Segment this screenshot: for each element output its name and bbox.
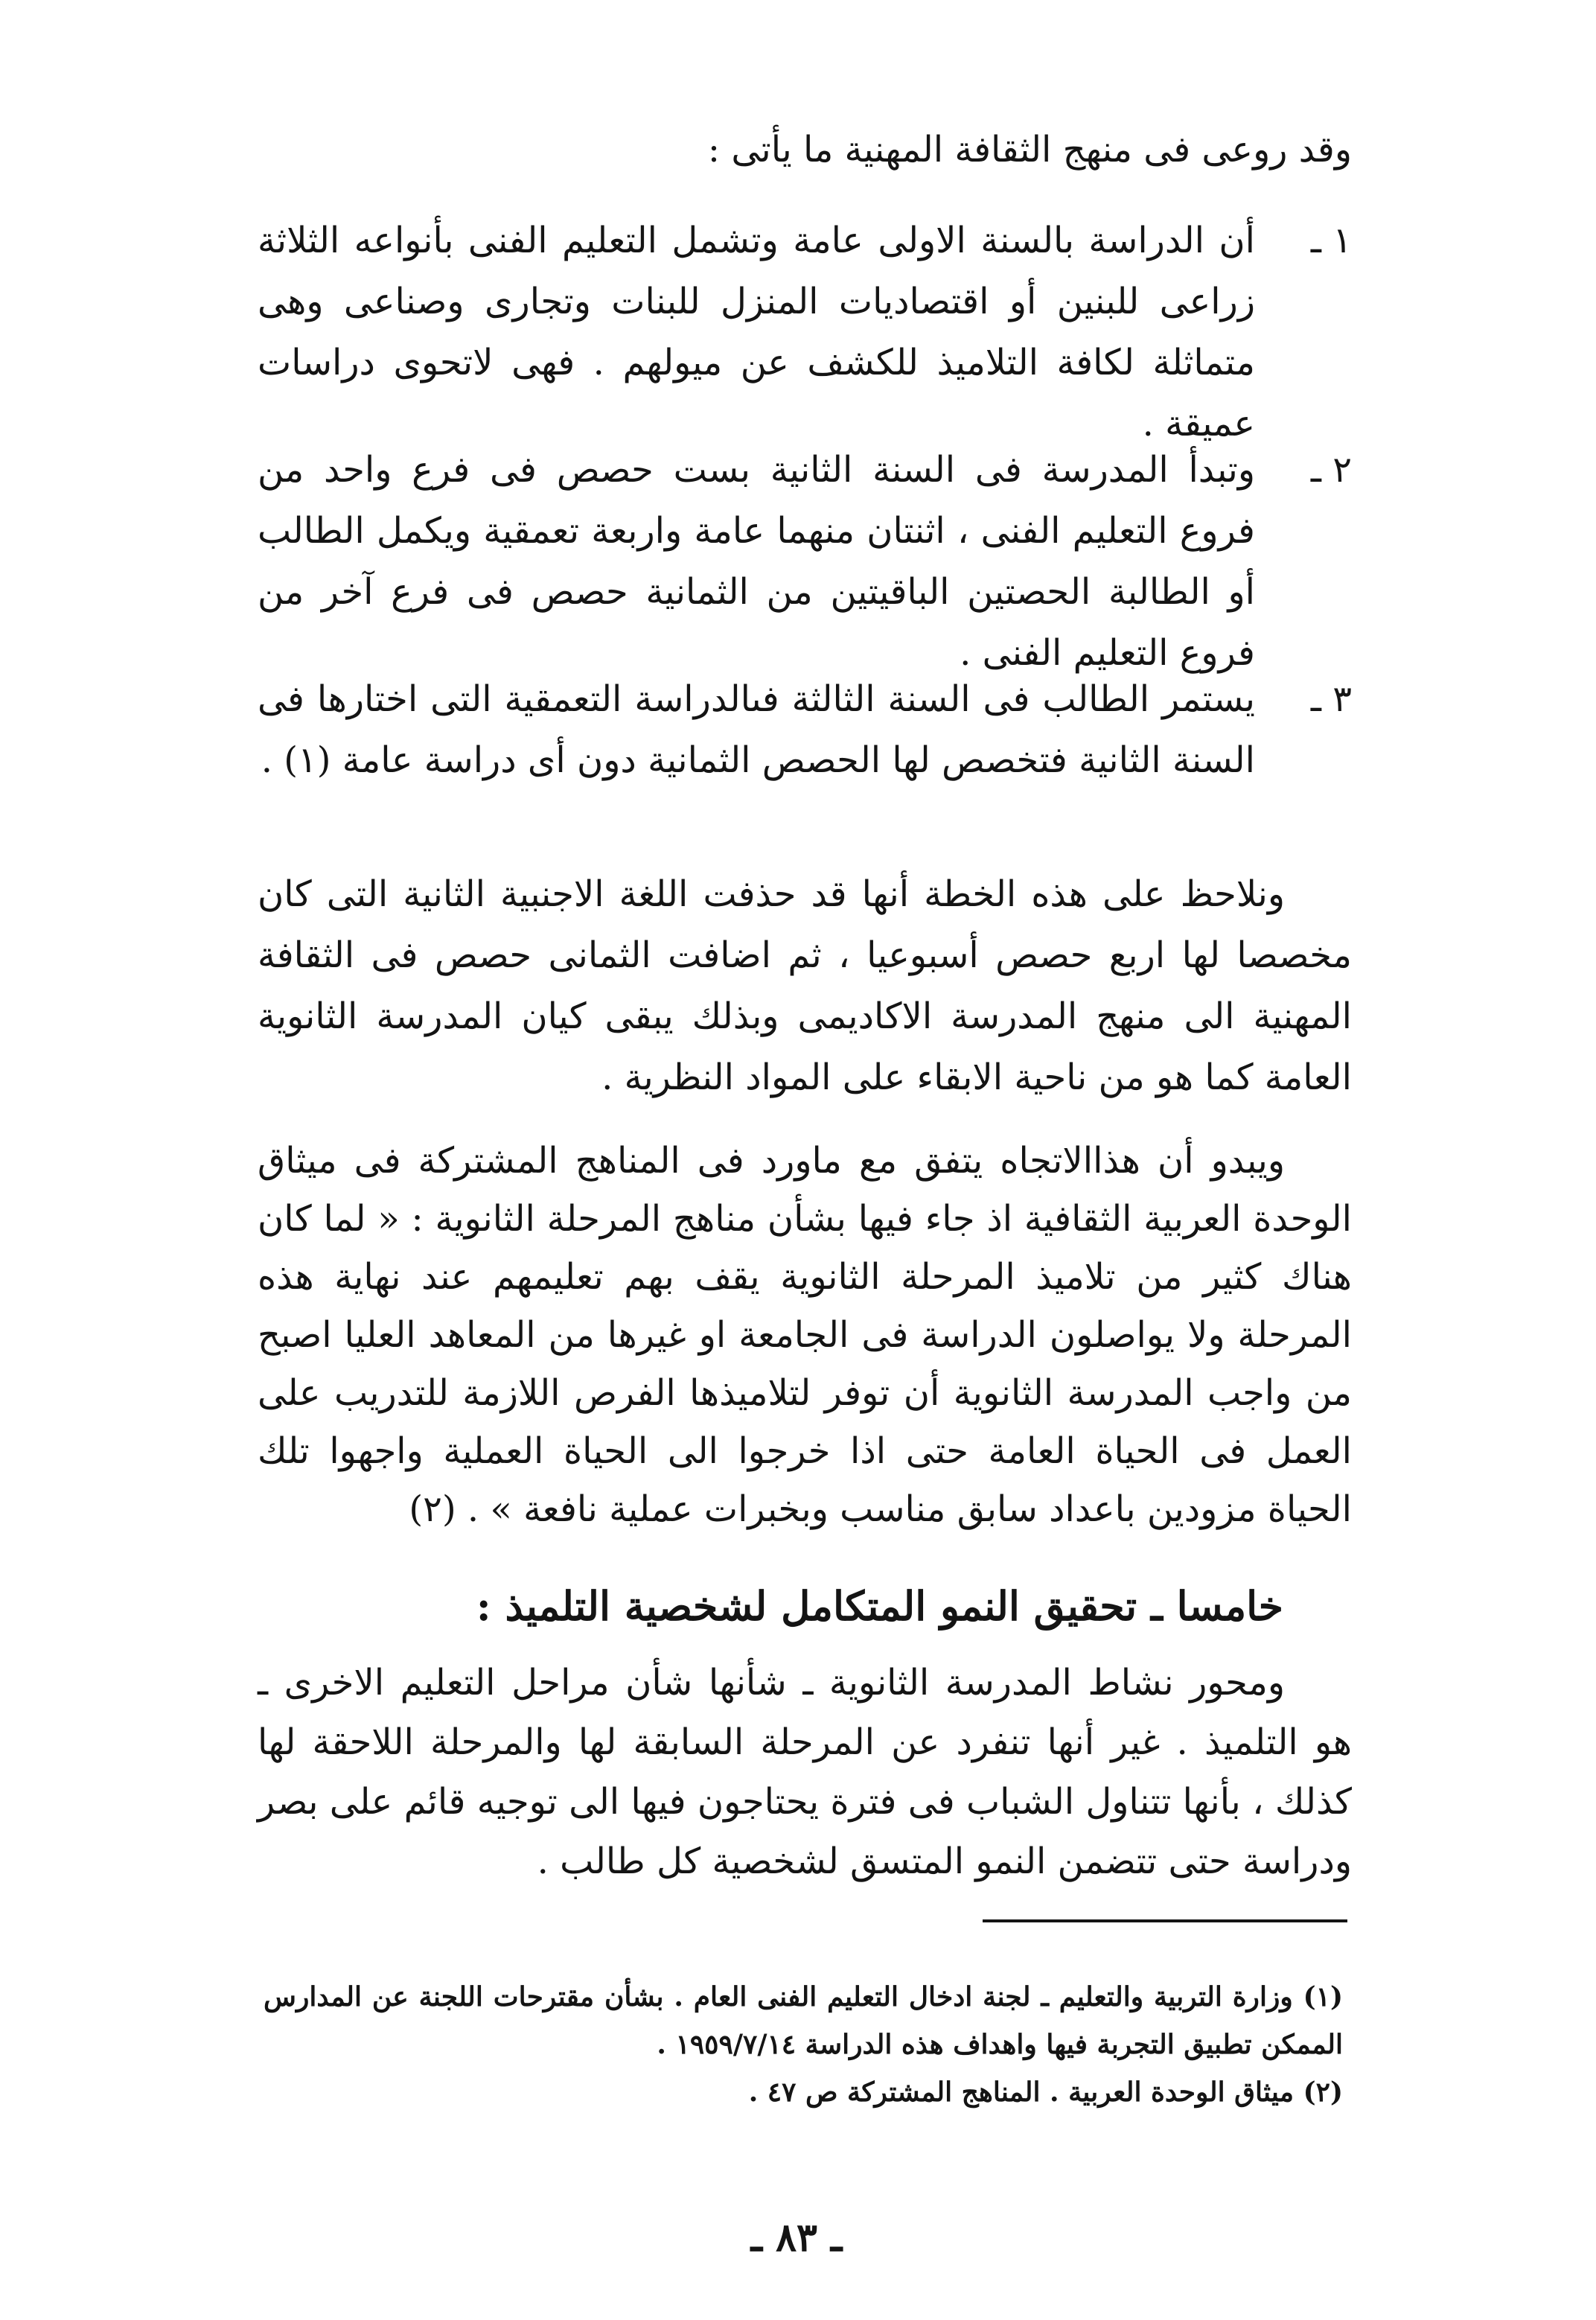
item-text: يستمر الطالب فى السنة الثالثة فىالدراسة التعمقية التى اختارها فى السنة الثانية فتخصص لها الحصص الثمانية دون أى دراسة عامة (١) . (258, 678, 1255, 781)
footnote-2: (٢) ميثاق الوحدة العربية . المناهج المشتركة ص ٤٧ . (748, 2077, 1343, 2108)
item-number: ١ ـ (1310, 220, 1352, 261)
intro-line: وقد روعى فى منهج الثقافة المهنية ما يأتى : (707, 129, 1352, 171)
paragraph-3: ومحور نشاط المدرسة الثانوية ـ شأنها شأن مراحل التعليم الاخرى ـ هو التلميذ . غير أنها تنفرد عن المرحلة السابقة لها والمرحلة اللاحقة لها كذلك ، بأنها تتناول الشباب فى فترة يحتاجون فيها الى توجيه قائم على بصر ودراسة حتى تتضمن النمو المتسق لشخصية كل طالب . (258, 1662, 1352, 1882)
item-number: ٣ ـ (1310, 678, 1352, 720)
numbered-item-3 (258, 669, 1352, 791)
section-heading: خامسا ـ تحقيق النمو المتكامل لشخصية التلميذ : (476, 1581, 1283, 1630)
paragraph-2: ويبدو أن هذاالاتجاه يتفق مع ماورد فى المناهج المشتركة فى ميثاق الوحدة العربية الثقافية اذ جاء فيها بشأن مناهج المرحلة الثانوية : « لما كان هناك كثير من تلاميذ المرحلة الثانوية يقف بهم تعليمهم عند نهاية هذه المرحلة ولا يواصلون الدراسة فى الجامعة او غيرها من المعاهد العليا اصبح من واجب المدرسة الثانوية أن توفر لتلاميذها الفرص اللازمة للتدريب على العمل فى الحياة العامة حتى اذا خرجوا الى الحياة العملية واجهوا تلك الحياة مزودين باعداد سابق مناسب وبخبرات عملية نافعة » . (٢) (258, 1140, 1352, 1530)
paragraph-1: ونلاحظ على هذه الخطة أنها قد حذفت اللغة الاجنبية الثانية التى كان مخصصا لها اربع حصص أسبوعيا ، ثم اضافت الثمانى حصص فى الثقافة المهنية الى منهج المدرسة الاكاديمى وبذلك يبقى كيان المدرسة الثانوية العامة كما هو من ناحية الابقاء على المواد النظرية . (258, 873, 1352, 1098)
footnote-1: (١) وزارة التربية والتعليم ـ لجنة ادخال التعليم الفنى العام . بشأن مقترحات اللجنة عن المدارس الممكن تطبيق التجربة فيها واهداف هذه الدراسة ١٩٥٩/٧/١٤ . (264, 1981, 1343, 2060)
item-text: أن الدراسة بالسنة الاولى عامة وتشمل التعليم الفنى بأنواعه الثلاثة زراعى للبنين أو اقتصاديات المنزل للبنات وتجارى وصناعى وهى متماثلة لكافة التلاميذ للكشف عن ميولهم . فهى لاتحوى دراسات عميقة . (258, 220, 1256, 444)
item-text: وتبدأ المدرسة فى السنة الثانية بست حصص فى فرع واحد من فروع التعليم الفنى ، اثنتان منهما عامة واربعة تعمقية ويكمل الطالب أو الطالبة الحصتين الباقيتين من الثمانية حصص فى فرع آخر من فروع التعليم الفنى . (258, 449, 1256, 674)
item-number: ٢ ـ (1310, 449, 1352, 491)
footnotes (264, 1973, 1343, 2116)
numbered-item-1 (258, 210, 1352, 454)
numbered-item-2 (258, 439, 1352, 683)
page-number: ـ ٨٣ ـ (750, 2215, 843, 2260)
footnote-separator (983, 1919, 1347, 1922)
